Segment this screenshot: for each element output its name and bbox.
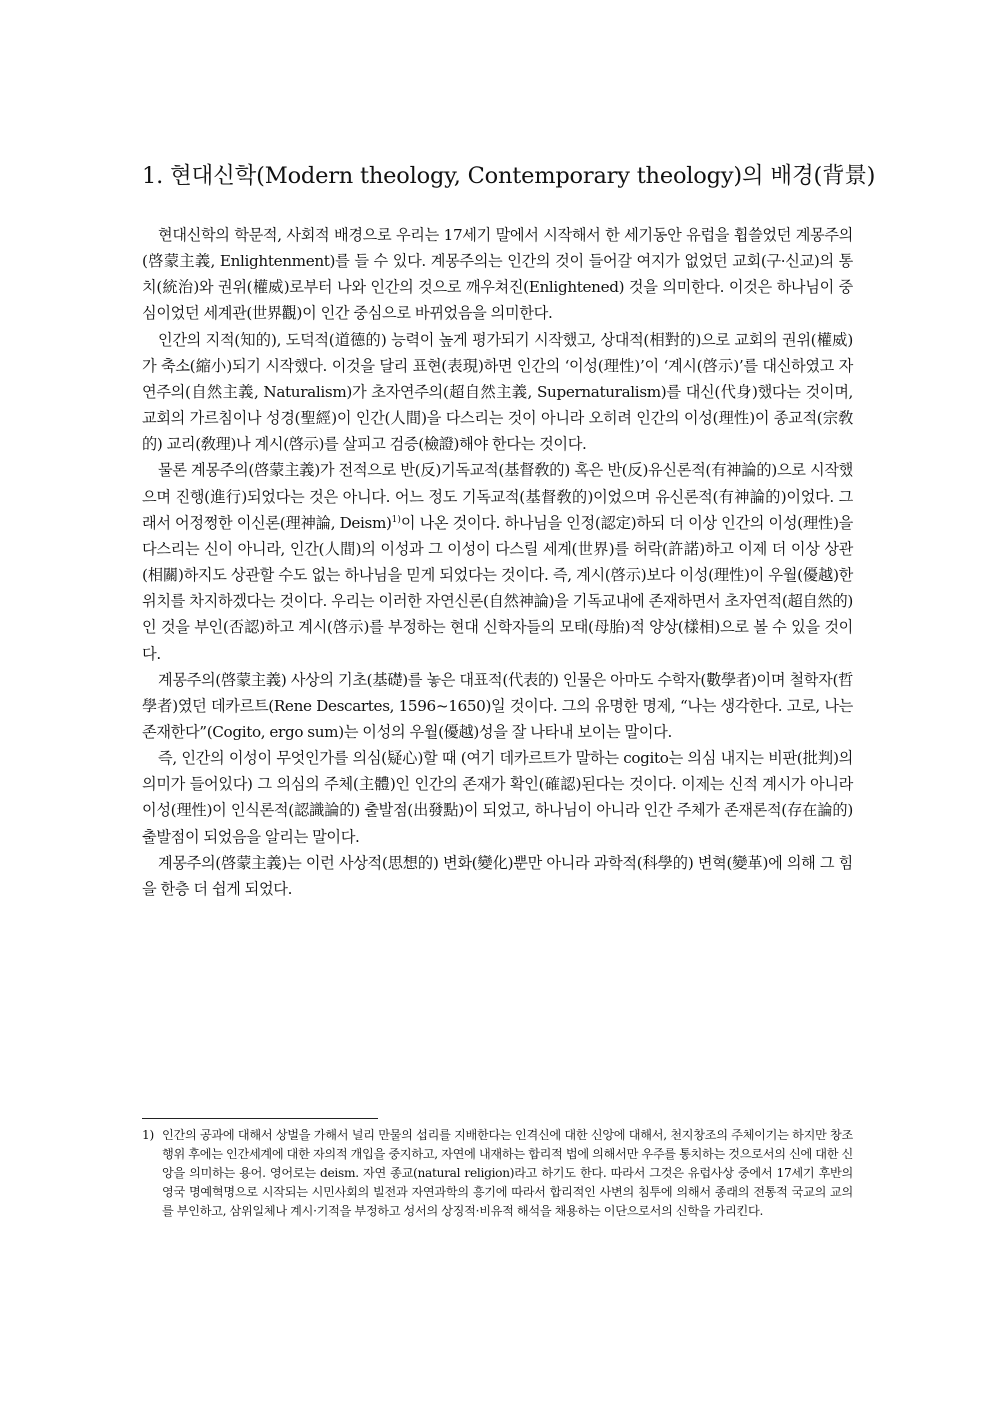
paragraph-6: 계몽주의(啓蒙主義)는 이런 사상적(思想的) 변화(變化)뿐만 아니라 과학적(科學的) 변혁(變革)에 의해 그 힘을 한층 더 쉽게 되었다. xyxy=(142,853,853,898)
section-heading: 1. 현대신학(Modern theology, Contemporary theology)의 배경(背景) xyxy=(142,163,876,189)
footnote-text: 인간의 공과에 대해서 상벌을 가해서 널리 만물의 섭리를 지배한다는 인격신에 대한 신앙에 대해서, 천지창조의 주체이기는 하지만 창조행위 후에는 인간세계에 대한 자의적 개입을 중지하고, 자연에 내재하는 합리적 법에 의해서만 우주를 통치하는 것으로서의 신에 대한 신앙을 의미하는 용어. 영어로는 deism. 자연 종교(natural religion)라고 하기도 한다. 따라서 그것은 유럽사상 중에서 17세기 후반의 영국 명예혁명으로 시작되는 시민사회의 빌전과 자연과학의 흥기에 따라서 합리적인 사변의 침투에 의해서 종래의 전통적 국교의 교의를 부인하고, 삼위일체나 계시·기적을 부정하고 성서의 상징적·비유적 해석을 채용하는 이단으로서의 신학을 가리킨다. xyxy=(162,1128,853,1218)
paragraph-5: 즉, 인간의 이성이 무엇인가를 의심(疑心)할 때 (여기 데카르트가 말하는 cogito는 의심 내지는 비판(批判)의 의미가 들어있다) 그 의심의 주체(主體)인 인간의 존재가 확인(確認)된다는 것이다. 이제는 신적 계시가 아니라 이성(理性)이 인식론적(認識論的) 출발점(出發點)이 되었고, 하나님이 아니라 인간 주체가 존재론적(存在論的) 출발점이 되었음을 알리는 말이다. xyxy=(142,749,853,846)
paragraph-3 xyxy=(142,457,853,666)
footnote xyxy=(142,1126,853,1221)
paragraph-3-text: 물론 계몽주의(啓蒙主義)가 전적으로 반(反)기독교적(基督敎的) 혹은 반(反)유신론적(有神論的)으로 시작했으며 진행(進行)되었다는 것은 아니다. 어느 정도 기독교적(基督敎的)이었으며 유신론적(有神論的)이었다. 그래서 어정쩡한 이신론(理神論, Deism) xyxy=(142,461,853,532)
paragraph-4: 계몽주의(啓蒙主義) 사상의 기초(基礎)를 놓은 대표적(代表的) 인물은 아마도 수학자(數學者)이며 철학자(哲學者)였던 데카르트(Rene Descartes, 1596~1650)일 것이다. 그의 유명한 명제, “나는 생각한다. 고로, 나는 존재한다”(Cogito, ergo sum)는 이성의 우월(優越)성을 잘 나타내 보이는 말이다. xyxy=(142,670,853,741)
footnote-divider xyxy=(142,1118,378,1119)
footnote-reference[interactable]: 1) xyxy=(391,514,401,525)
paragraph-3-continued: 이 나온 것이다. 하나님을 인정(認定)하되 더 이상 인간의 이성(理性)을 다스리는 신이 아니라, 인간(人間)의 이성과 그 이성이 다스릴 세계(世界)를 허락(許諾)하고 이제 더 이상 상관(相關)하지도 상관할 수도 없는 하나님을 믿게 되었다는 것이다. 즉, 계시(啓示)보다 이성(理性)이 우월(優越)한 위치를 차지하겠다는 것이다. 우리는 이러한 자연신론(自然神論)을 기독교내에 존재하면서 초자연적(超自然的)인 것을 부인(否認)하고 계시(啓示)를 부정하는 현대 신학자들의 모태(母胎)적 양상(樣相)으로 볼 수 있을 것이다. xyxy=(142,513,853,663)
footnote-number: 1) xyxy=(142,1128,154,1142)
paragraph-1: 현대신학의 학문적, 사회적 배경으로 우리는 17세기 말에서 시작해서 한 세기동안 유럽을 휩쓸었던 계몽주의(啓蒙主義, Enlightenment)를 들 수 있다. 계몽주의는 인간의 것이 들어갈 여지가 없었던 교회(구·신교)의 통치(統治)와 권위(權威)로부터 나와 인간의 것으로 깨우쳐진(Enlightened) 것을 의미한다. 이것은 하나님이 중심이었던 세계관(世界觀)이 인간 중심으로 바뀌었음을 의미한다. xyxy=(142,226,853,323)
body-text xyxy=(142,222,853,902)
paragraph-2: 인간의 지적(知的), 도덕적(道德的) 능력이 높게 평가되기 시작했고, 상대적(相對的)으로 교회의 권위(權威)가 축소(縮小)되기 시작했다. 이것을 달리 표현(表現)하면 인간의 ‘이성(理性)’이 ‘계시(啓示)’를 대신하였고 자연주의(自然主義, Naturalism)가 초자연주의(超自然主義, Supernaturalism)를 대신(代身)했다는 것이며, 교회의 가르침이나 성경(聖經)이 인간(人間)을 다스리는 것이 아니라 오히려 인간의 이성(理性)이 종교적(宗敎的) 교리(敎理)나 계시(啓示)를 살피고 검증(檢證)해야 한다는 것이다. xyxy=(142,330,853,454)
